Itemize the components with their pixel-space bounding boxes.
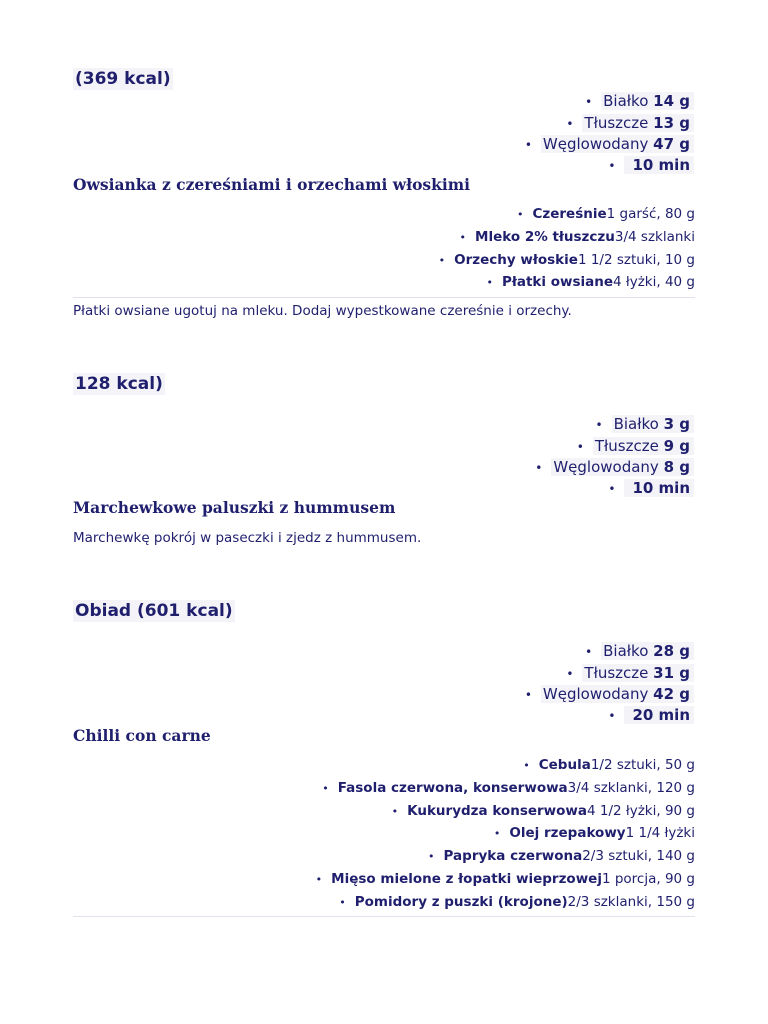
ingredient-item: • Płatki owsiane4 łyżki, 40 g <box>486 274 695 291</box>
prep-time: • 20 min <box>420 706 694 725</box>
meal-1-macros <box>420 91 694 175</box>
meal-2-macros <box>420 414 694 498</box>
prep-time: • 10 min <box>420 156 694 175</box>
macro-carbs: • Węglowodany 8 g <box>420 457 694 479</box>
prep-time: • 10 min <box>420 479 694 498</box>
ingredients-list <box>250 203 695 294</box>
macro-carbs: • Węglowodany 47 g <box>420 134 694 156</box>
meal-3-heading: Obiad (601 kcal) <box>75 601 233 621</box>
ingredient-item: • Mięso mielone z łopatki wieprzowej1 porcja, 90 g <box>315 870 695 887</box>
divider <box>73 297 695 298</box>
macro-protein: • Białko 28 g <box>420 641 694 663</box>
recipe-title: Owsianka z czereśniami i orzechami włoskimi <box>73 175 471 194</box>
macro-fat: • Tłuszcze 9 g <box>420 436 694 458</box>
macro-carbs: • Węglowodany 42 g <box>420 684 694 706</box>
ingredient-item: • Papryka czerwona2/3 sztuki, 140 g <box>428 848 695 865</box>
ingredient-item: • Czereśnie1 garść, 80 g <box>516 206 695 222</box>
meal-3-macros <box>420 641 694 725</box>
recipe-title: Marchewkowe paluszki z hummusem <box>73 498 396 517</box>
ingredient-item: • Fasola czerwona, konserwowa3/4 szklanki, 120 g <box>322 779 695 796</box>
ingredient-item: • Cebula1/2 sztuki, 50 g <box>523 757 695 773</box>
ingredient-item: • Pomidory z puszki (krojone)2/3 szklanki, 150 g <box>339 893 695 910</box>
macro-fat: • Tłuszcze 31 g <box>420 663 694 685</box>
meal-1-heading: (369 kcal) <box>75 69 171 89</box>
macro-fat: • Tłuszcze 13 g <box>420 113 694 135</box>
recipe-title: Chilli con carne <box>73 726 211 745</box>
recipe-description: Marchewkę pokrój w paseczki i zjedz z hummusem. <box>73 530 422 546</box>
macro-protein: • Białko 14 g <box>420 91 694 113</box>
macro-protein: • Białko 3 g <box>420 414 694 436</box>
ingredients-list <box>250 754 695 914</box>
ingredient-item: • Mleko 2% tłuszczu3/4 szklanki <box>459 228 695 245</box>
ingredient-item: • Orzechy włoskie1 1/2 sztuki, 10 g <box>438 251 695 268</box>
recipe-description: Płatki owsiane ugotuj na mleku. Dodaj wypestkowane czereśnie i orzechy. <box>73 303 572 319</box>
ingredient-item: • Kukurydza konserwowa4 1/2 łyżki, 90 g <box>391 802 695 819</box>
ingredient-item: • Olej rzepakowy1 1/4 łyżki <box>493 825 695 842</box>
divider <box>73 916 695 917</box>
meal-2-heading: 128 kcal) <box>75 374 163 394</box>
